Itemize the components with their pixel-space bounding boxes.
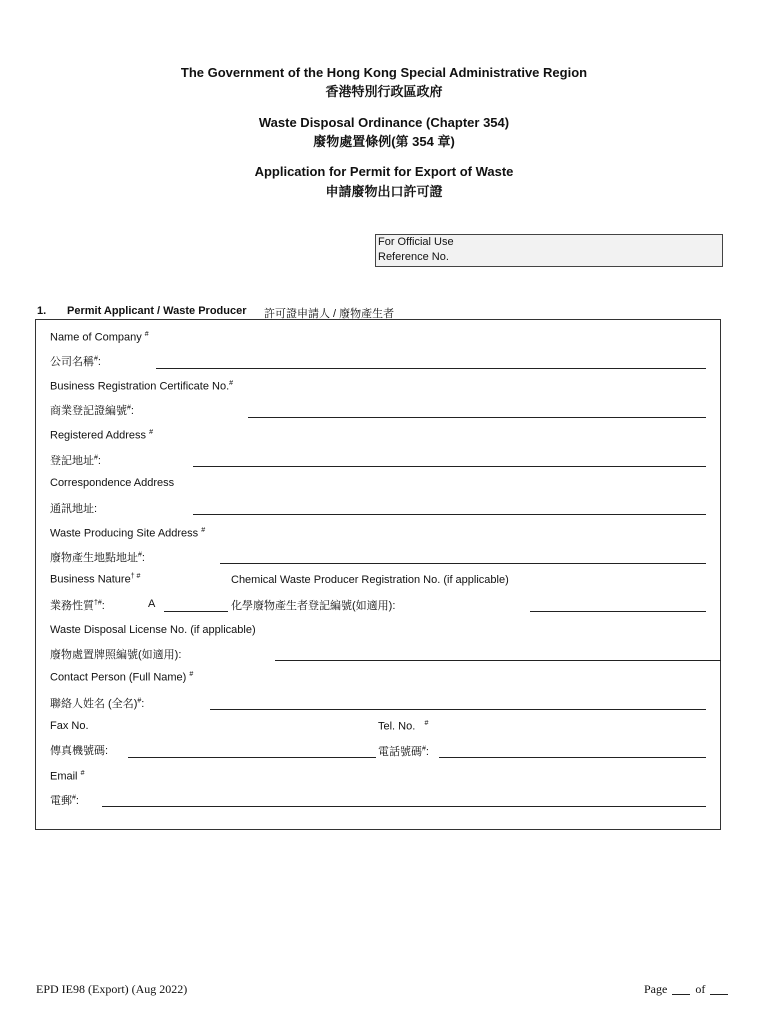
footer-form-code: EPD IE98 (Export) (Aug 2022) (36, 982, 188, 996)
section-title-zh: 許可證申請人 / 廢物產生者 (264, 308, 395, 320)
fax-label-zh: 傳真機號碼: (50, 745, 109, 757)
section-title-en: Permit Applicant / Waste Producer (67, 305, 247, 317)
header-ordinance-en: Waste Disposal Ordinance (Chapter 354) (258, 115, 510, 130)
brc-label-en: Business Registration Certificate No.# (50, 380, 234, 393)
reference-no-label: Reference No. (378, 251, 449, 263)
brc-label-zh: 商業登記證編號#: (50, 404, 134, 417)
corr-addr-label-en: Correspondence Address (50, 477, 175, 489)
official-use-box (375, 234, 723, 267)
contact-label-zh: 聯絡人姓名 (全名)#: (50, 697, 145, 710)
email-label-en: Email # (50, 770, 85, 783)
reg-addr-label-en: Registered Address # (50, 429, 153, 442)
header-gov-en: The Government of the Hong Kong Special Administrative Region (180, 65, 588, 80)
official-use-label: For Official Use (378, 236, 454, 248)
tel-label-en: Tel. No. # (378, 720, 429, 733)
company-label-zh: 公司名稱#: (50, 355, 101, 368)
company-label-en: Name of Company # (50, 331, 149, 344)
site-addr-label-zh: 廢物產生地點地址#: (50, 551, 145, 564)
fax-label-en: Fax No. (50, 720, 89, 732)
company-input-line[interactable] (156, 368, 706, 369)
cwp-label-en: Chemical Waste Producer Registration No. (if applicable) (231, 574, 509, 586)
wdl-input-line[interactable] (275, 660, 721, 661)
corr-addr-input-line[interactable] (193, 514, 706, 515)
contact-label-en: Contact Person (Full Name) # (50, 671, 194, 684)
site-addr-input-line[interactable] (220, 563, 706, 564)
form-title-zh: 申請廢物出口許可證 (325, 184, 443, 199)
nature-label-zh: 業務性質†#: (50, 599, 105, 612)
reg-addr-input-line[interactable] (193, 466, 706, 467)
site-addr-label-en: Waste Producing Site Address # (50, 527, 206, 540)
section-number: 1. (37, 305, 47, 317)
corr-addr-label-zh: 通訊地址: (50, 503, 98, 515)
cwp-label-zh: 化學廢物產生者登記編號(如適用): (231, 600, 396, 612)
brc-input-line[interactable] (248, 417, 706, 418)
wdl-label-en: Waste Disposal License No. (if applicable) (50, 624, 256, 636)
email-label-zh: 電郵#: (50, 794, 79, 807)
page-total-blank[interactable] (710, 994, 728, 995)
fax-input-line[interactable] (128, 757, 376, 758)
contact-input-line[interactable] (210, 709, 706, 710)
email-input-line[interactable] (102, 806, 706, 807)
header-gov-zh: 香港特別行政區政府 (325, 84, 443, 99)
cwp-input-line[interactable] (530, 611, 706, 612)
footer-page-number: Page of (644, 982, 733, 997)
applicant-form-box (35, 319, 721, 830)
nature-label-en: Business Nature† # (50, 573, 141, 586)
tel-label-zh: 電話號碼#: (378, 745, 429, 758)
wdl-label-zh: 廢物處置牌照編號(如適用): (50, 649, 182, 661)
tel-input-line[interactable] (439, 757, 706, 758)
form-title-en: Application for Permit for Export of Waste (254, 164, 514, 179)
nature-input-line[interactable] (164, 611, 228, 612)
page-number-blank[interactable] (672, 994, 690, 995)
header-ordinance-zh: 廢物處置條例(第 354 章) (313, 134, 455, 149)
nature-value: A (148, 598, 156, 610)
reg-addr-label-zh: 登記地址#: (50, 454, 101, 467)
